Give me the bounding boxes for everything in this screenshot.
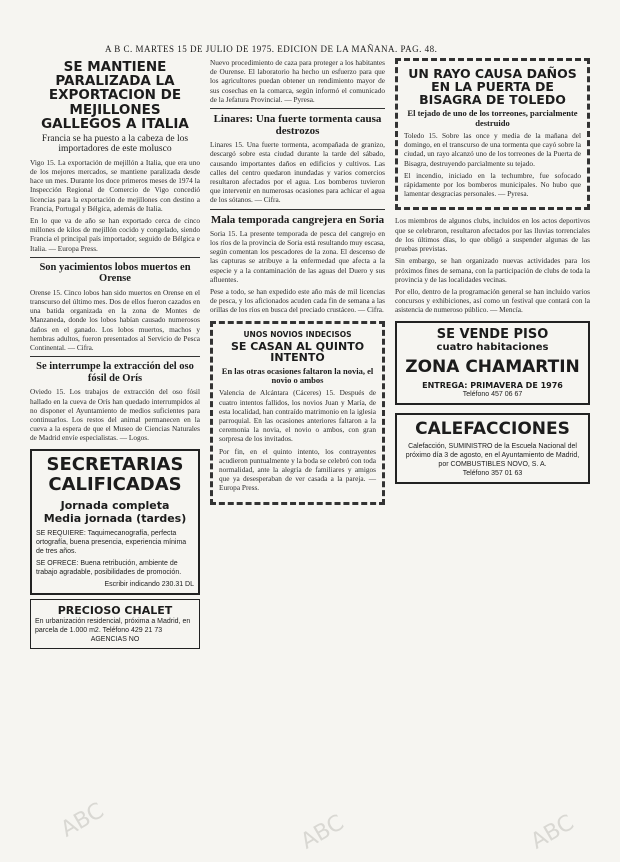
headline-oso: Se interrumpe la extracción del oso fósil de Orís [36, 361, 194, 384]
center-column [210, 58, 385, 505]
article-text: Orense 15. Cinco lobos han sido muertos en Orense en el transcurso del último mes. Dos de ellos fueron cazados en una batida organizada en la zona de Montes de Manzaneda, donde los lobos habían causado numerosos daños en el ganado. Los lobos muertos, machos y hembras adultos, fueron presentados al Servicio de Pesca Continental. — Cifra. [30, 287, 200, 353]
watermark: ABC [56, 798, 109, 843]
article-text: Vigo 15. La exportación de mejillón a Italia, que era uno de los mejores mercados, se mantiene paralizada desde hace un mes. Durante los doce primeros meses de 1974 la Inspección Regional de Comercio de Vigo concedió licencias para la exportación de mejillones con destino a Francia, Portugal y Bélgica, además de Italia. [30, 157, 200, 213]
headline-linares: Linares: Una fuerte tormenta causa destrozos [213, 113, 382, 138]
ad-zone: ZONA CHAMARTIN [405, 356, 580, 377]
ad-offer: SE OFRECE: Buena retribución, ambiente de trabajo agradable, posibilidades de promoción. [36, 559, 182, 576]
divider [210, 108, 385, 109]
article-text: En lo que va de año se han exportado cerca de cinco millones de kilos de mejillón cocido y congelado, siendo Francia el principal país importador, seguido de Bélgica e Italia. — Europa Press. [30, 215, 200, 253]
ad-title: SECRETARIAS CALIFICADAS [46, 453, 184, 495]
boxed-article-novios [210, 321, 385, 505]
watermark: ABC [296, 810, 349, 855]
ad-contact: Escribir indicando 230.31 DL [104, 580, 194, 588]
ad-phone: Teléfono 357 01 63 [462, 469, 523, 477]
divider [30, 356, 200, 357]
ad-piso [395, 321, 590, 405]
ad-requirements: SE REQUIERE: Taquimecanografía, perfecta ortografía, buena presencia, experiencia mínima de tres años. [36, 529, 187, 555]
ad-line: Media jornada (tardes) [43, 511, 187, 525]
article-text: Linares 15. Una fuerte tormenta, acompañada de granizo, descargó sobre esta ciudad durante la tarde del sábado, causando importantes daños en edificios y cultivos. Las calles del centro quedaron inundadas y varios comercios resultaron afectados por el agua. Los bomberos tuvieron que intervenir en numerosas ocasiones para achicar el agua de los sótanos. — Cifra. [210, 140, 385, 205]
article-text: Los miembros de algunos clubs, incluidos en los actos deportivos que se celebraron, resultaron afectados por las lluvias torrenciales de los últimos días, lo que obligó a suspender algunas de las pruebas previstas. [395, 216, 590, 254]
ad-delivery: ENTREGA: PRIMAVERA DE 1976 [422, 380, 563, 390]
divider [210, 209, 385, 210]
ad-title: CALEFACCIONES [415, 418, 570, 439]
article-text: Pese a todo, se han expedido este año más de mil licencias de pesca, y los aficionados acuden cada fin de semana a las orillas de los ríos en busca del preciado crustáceo. — Cifra. [210, 286, 385, 315]
ad-text: En urbanización residencial, próxima a Madrid, en parcela de 1.000 m2. Teléfono 429 21 73 [35, 617, 191, 634]
divider [30, 257, 200, 258]
headline-mejillones: SE MANTIENE PARALIZADA LA EXPORTACION DE MEJILLONES GALLEGOS A ITALIA [41, 59, 189, 132]
subhead-novios: En las otras ocasiones faltaron la novia, el novio o ambos [221, 365, 374, 385]
watermark: ABC [526, 810, 579, 855]
ad-secretarias [30, 449, 200, 595]
subhead-mejillones: Francia se ha puesto a la cabeza de los importadores de este molusco [41, 133, 189, 155]
ad-chalet [30, 599, 200, 649]
page-header: A B C. MARTES 15 DE JULIO DE 1975. EDICION DE LA MAÑANA. PAG. 48. [105, 44, 438, 54]
article-text: Toledo 15. Sobre las once y media de la mañana del domingo, en el transcurso de una tormenta que cayó sobre la ciudad, un rayo alcanzó uno de los torreones de la Puerta de Bisagra, destruyendo parcialmente su tejado. [404, 131, 581, 168]
left-column [30, 58, 200, 649]
headline-soria: Mala temporada cangrejera en Soria [210, 213, 385, 226]
ad-title: SE VENDE PISO [436, 326, 549, 342]
ad-line: cuatro habitaciones [436, 341, 549, 353]
ad-phone: Teléfono 457 06 67 [462, 390, 523, 398]
boxed-article-toledo [395, 58, 590, 210]
headline-novios: SE CASAN AL QUINTO INTENTO [230, 339, 365, 365]
right-column [395, 58, 590, 484]
ad-line: Jornada completa [60, 498, 170, 512]
ad-calefacciones [395, 413, 590, 484]
article-text: Valencia de Alcántara (Cáceres) 15. Después de cuatro intentos fallidos, los novios Juan y María, de esta localidad, han contraído matrimonio en la iglesia parroquial. En las ocasiones anteriores faltaron a la ceremonia la novia, el novio o ambos, con gran sorpresa de los invitados. [219, 388, 376, 444]
article-text: Oviedo 15. Los trabajos de extracción del oso fósil hallado en la cueva de Orís han quedado interrumpidos al no disponer el Ayuntamiento de medios suficientes para continuarlos. Los restos del animal permanecen en la cueva a la espera de que el Museo de Ciencias Naturales de Madrid envíe especialistas. — Logos. [30, 387, 200, 443]
ad-agency: AGENCIAS NO [90, 635, 140, 643]
article-text: Nuevo procedimiento de caza para proteger a los habitantes de Ourense. El laboratorio ha hecho un esfuerzo para que los agricultores puedan obtener un rendimiento mayor de sus cosechas en la comarca, según informó el comunicado de la Jefatura Provincial. — Pyresa. [210, 58, 385, 104]
article-text: Soria 15. La presente temporada de pesca del cangrejo en los ríos de la provincia de Soria está resultando muy escasa, según comentan los pescadores de la zona. El descenso de las capturas se atribuye a la enfermedad que afecta a la especie y a la contaminación de las aguas del Duero y sus afluentes. [210, 228, 385, 284]
article-text: Por fin, en el quinto intento, los contrayentes acudieron puntualmente y la boda se celebró con toda normalidad, ante la alegría de familiares y amigos que ya desesperaban de ver casada a la pareja. — Europa Press. [219, 446, 376, 493]
article-text: Sin embargo, se han organizado nuevas actividades para los próximos fines de semana, con la participación de clubs de toda la provincia y de las localidades vecinas. [395, 256, 590, 284]
ad-title: PRECIOSO CHALET [57, 603, 173, 617]
article-text: Por ello, dentro de la programación general se han incluido varios concursos y exhibiciones, así como un festival que contará con la asistencia de numeroso público. — Mencía. [395, 286, 590, 315]
subhead-toledo: El tejado de uno de los torreones, parcialmente destruido [407, 108, 578, 128]
headline-lobos: Son yacimientos lobos muertos en Orense [39, 261, 191, 285]
headline-toledo: UN RAYO CAUSA DAÑOS EN LA PUERTA DE BISAGRA DE TOLEDO [408, 66, 577, 108]
kicker: UNOS NOVIOS INDECISOS [243, 329, 352, 339]
ad-text: Calefacción, SUMINISTRO de la Escuela Nacional del próximo día 3 de agosto, en el Ayuntamiento de Madrid, por COMBUSTIBLES NOVO, S. A. [405, 442, 580, 468]
article-text: El incendio, iniciado en la techumbre, fue sofocado rápidamente por los bomberos municipales. No hubo que lamentar desgracias personales. — Pyresa. [404, 170, 581, 199]
